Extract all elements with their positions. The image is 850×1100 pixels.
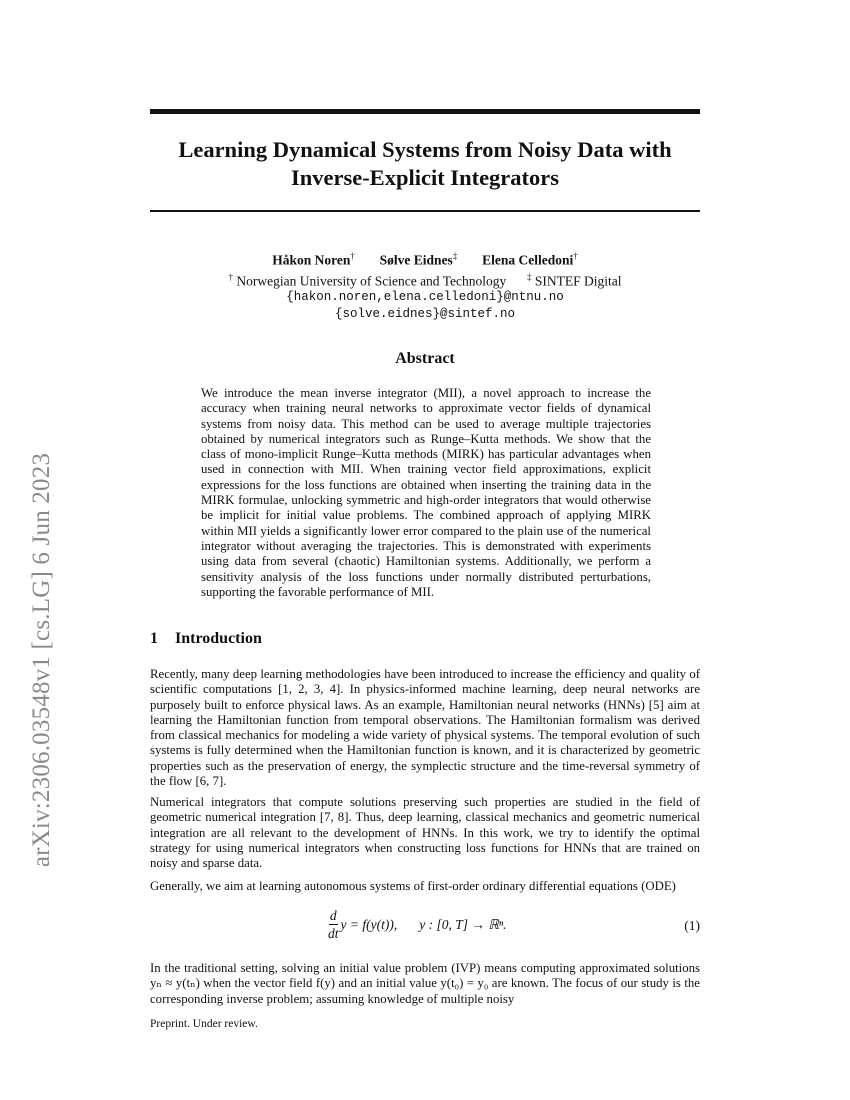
equation-lhs: y = f(y(t)), <box>340 916 398 932</box>
equation-1 <box>150 903 700 949</box>
affiliations <box>150 269 700 290</box>
title-line-2: Inverse-Explicit Integrators <box>290 165 560 190</box>
body-paragraph: Generally, we aim at learning autonomous systems of first-order ordinary differential equations (ODE) <box>150 879 676 893</box>
section-number: 1 <box>150 630 158 647</box>
title-bottom-rule <box>150 210 700 212</box>
title-top-rule <box>150 109 700 114</box>
author-mark: ‡ <box>452 251 458 261</box>
section-title: Introduction <box>175 630 262 647</box>
title-line-1: Learning Dynamical Systems from Noisy Data with <box>178 137 672 162</box>
author-block <box>150 248 700 323</box>
author-names <box>150 248 700 269</box>
email-line: {solve.eidnes}@sintef.no <box>334 307 516 321</box>
author-mark: † <box>350 251 355 261</box>
abstract-heading: Abstract <box>395 350 455 367</box>
affiliation: SINTEF Digital <box>534 273 622 288</box>
fraction-numerator: d <box>329 908 337 923</box>
equation-rhs: y : [0, T] → ℝⁿ. <box>419 916 507 932</box>
equation-number: (1) <box>684 918 700 933</box>
body-paragraph: Recently, many deep learning methodologies have been introduced to increase the efficiency and quality of scientific computations [1, 2, 3, 4]. In physics-informed machine learning, deep neural networks are purposely built to enforce physical laws. As an example, Hamiltonian neural networks (HNNs) [5] aim at learning the Hamiltonian function from temporal observations. The Hamiltonian formalism was derived from classical mechanics for modeling a wide variety of physical systems. The temporal evolution of such systems is fully determined when the Hamiltonian function is known, and it is characterized by geometric properties such as the preservation of energy, the symplectic structure and the time-reversal symmetry of the flow [6, 7]. <box>150 667 700 789</box>
affiliation: Norwegian University of Science and Technology <box>236 273 507 288</box>
fraction-denominator: dt <box>328 926 339 941</box>
author-name: Håkon Noren <box>272 252 351 268</box>
derivative-fraction <box>328 907 339 942</box>
footer-note: Preprint. Under review. <box>150 1018 258 1030</box>
affiliation-mark: ‡ <box>526 271 532 282</box>
section-heading <box>150 630 262 648</box>
body-paragraph: Numerical integrators that compute solutions preserving such properties are studied in the field of geometric numerical integration [7, 8]. Thus, deep learning, classical mechanics and geometric numerical integration are all relevant to the development of HNNs. In this work, we try to identify the optimal strategy for using numerical integrators when constructing loss functions for HNNs that are trained on noisy and sparse data. <box>150 795 700 871</box>
body-paragraph: In the traditional setting, solving an initial value problem (IVP) means computing approximated solutions yₙ ≈ y(tₙ) when the vector field f(y) and an initial value y(t₀) = y₀ are known. The focus of our study is the corresponding inverse problem; assuming knowledge of multiple noisy <box>150 961 700 1006</box>
author-name: Sølve Eidnes <box>379 252 453 268</box>
affiliation-mark: † <box>228 271 233 282</box>
abstract-text: We introduce the mean inverse integrator (MII), a novel approach to increase the accuracy when training neural networks to approximate vector fields of dynamical systems from noisy data. This method can be used to average multiple trajectories obtained by numerical integrators such as Runge–Kutta methods. We show that the class of mono-implicit Runge–Kutta methods (MIRK) has particular advantages when used in connection with MII. When training vector field approximations, explicit expressions for the loss functions are obtained when inserting the training data in the MIRK formulae, unlocking symmetric and high-order integrators that would otherwise be implicit for initial value problems. The combined approach of applying MIRK within MII yields a significantly lower error compared to the plain use of the numerical integrator without averaging the trajectories. This is demonstrated with experiments using data from several (chaotic) Hamiltonian systems. Additionally, we perform a sensitivity analysis of the loss functions under normally distributed perturbations, supporting the favorable performance of MII. <box>201 386 651 599</box>
arxiv-identifier: arXiv:2306.03548v1 [cs.LG] 6 Jun 2023 <box>28 452 55 868</box>
email-line: {hakon.noren,elena.celledoni}@ntnu.no <box>286 290 564 304</box>
author-mark: † <box>573 251 578 261</box>
author-name: Elena Celledoni <box>482 252 574 268</box>
paper-title <box>150 136 700 192</box>
